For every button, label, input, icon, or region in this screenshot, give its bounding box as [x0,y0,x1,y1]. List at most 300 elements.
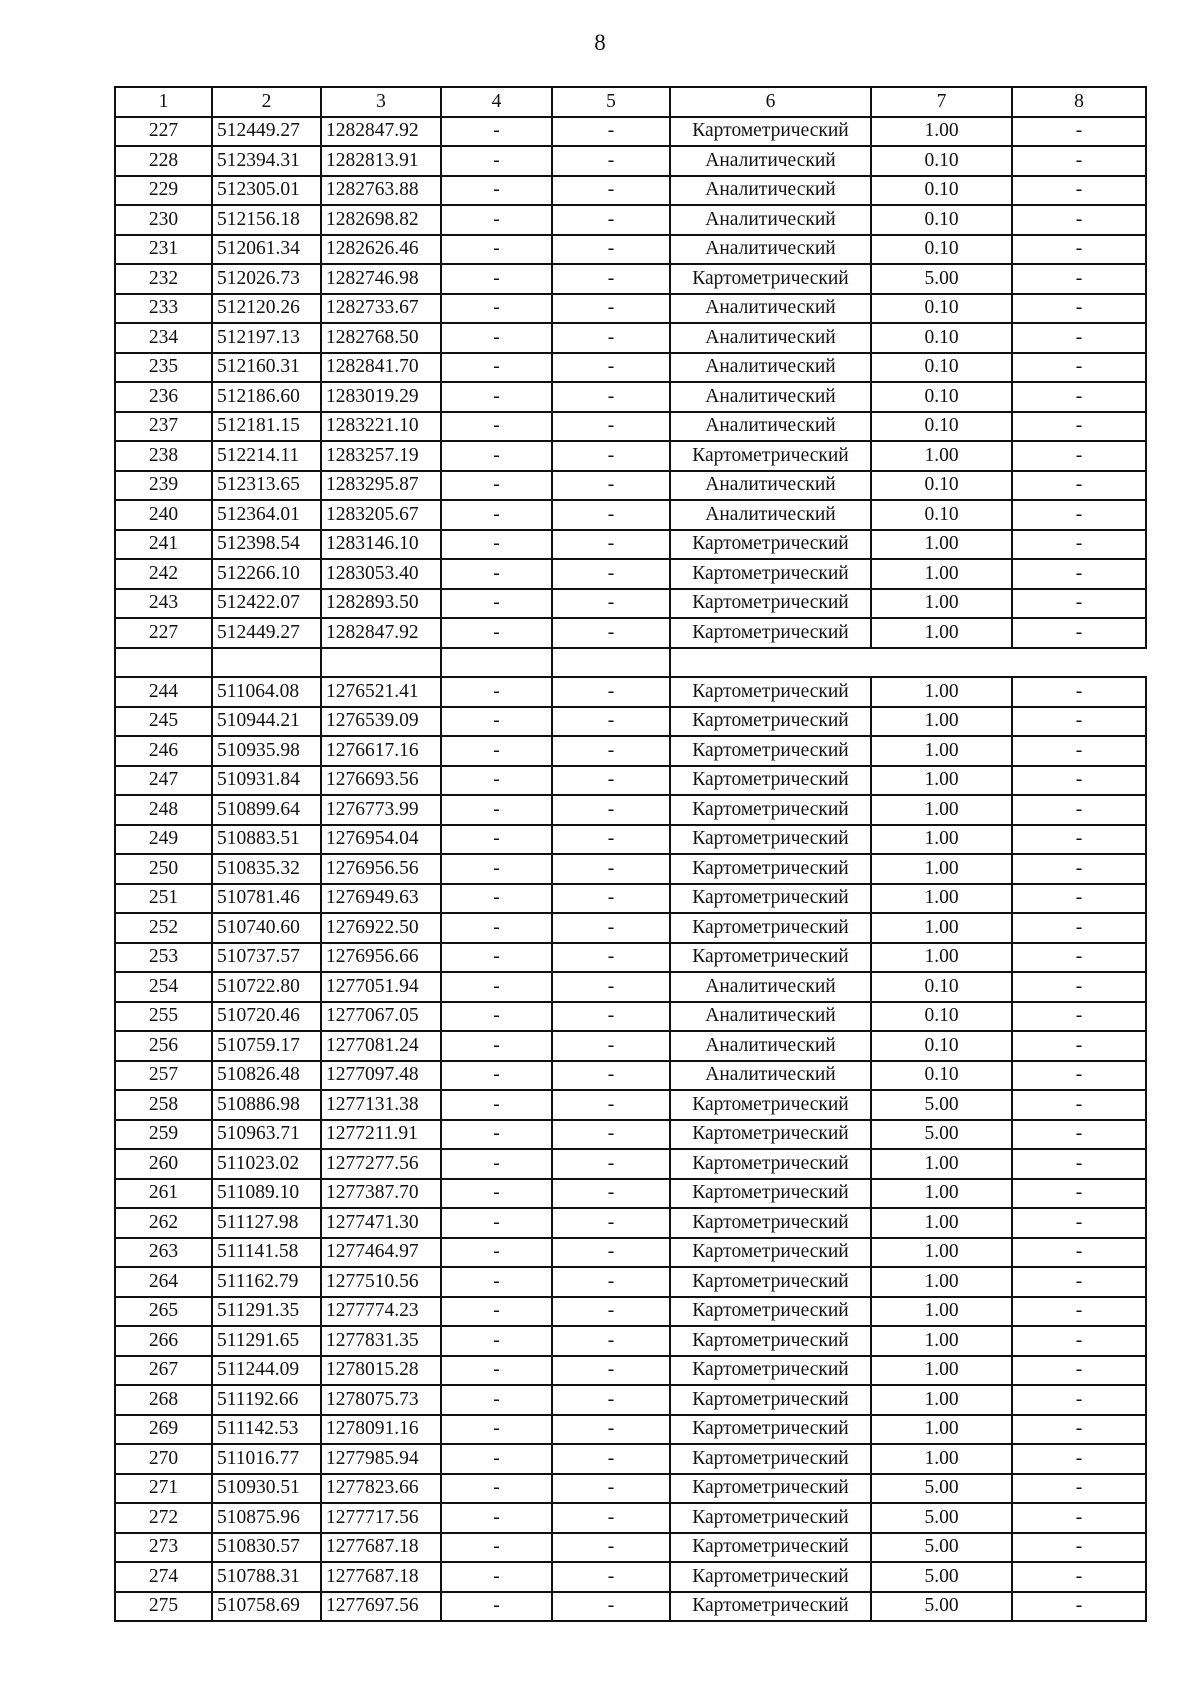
table-row [115,117,1146,147]
empty-cell [552,648,670,678]
cell-col-2: 510931.84 [212,766,321,796]
cell-col-5: - [552,471,670,501]
cell-col-2: 510737.57 [212,943,321,973]
cell-col-8: 8 [1012,87,1146,117]
cell-col-2: 510759.17 [212,1031,321,1061]
table-row [115,913,1146,943]
cell-col-1: 262 [115,1208,212,1238]
cell-col-7: 0.10 [871,235,1012,265]
cell-col-3: 1277697.56 [321,1592,441,1622]
cell-col-4: - [441,323,552,353]
cell-col-1: 259 [115,1120,212,1150]
empty-cell [321,648,441,678]
cell-col-6: Картометрический [670,854,871,884]
cell-col-4: - [441,1444,552,1474]
table-row [115,1031,1146,1061]
cell-col-4: - [441,1120,552,1150]
cell-col-7: 1.00 [871,1208,1012,1238]
cell-col-2: 512186.60 [212,382,321,412]
cell-col-5: - [552,1208,670,1238]
cell-col-3: 1277823.66 [321,1474,441,1504]
cell-col-1: 252 [115,913,212,943]
table-row [115,1090,1146,1120]
cell-col-7: 0.10 [871,353,1012,383]
cell-col-1: 240 [115,500,212,530]
cell-col-7: 1.00 [871,618,1012,648]
table-row [115,1267,1146,1297]
cell-col-4: - [441,1474,552,1504]
cell-col-5: - [552,707,670,737]
cell-col-1: 242 [115,559,212,589]
cell-col-7: 7 [871,87,1012,117]
cell-col-1: 271 [115,1474,212,1504]
cell-col-6: Аналитический [670,412,871,442]
cell-col-1: 245 [115,707,212,737]
cell-col-7: 5.00 [871,1090,1012,1120]
cell-col-4: - [441,500,552,530]
cell-col-5: - [552,1562,670,1592]
cell-col-7: 1.00 [871,736,1012,766]
cell-col-5: - [552,1031,670,1061]
cell-col-8: - [1012,1385,1146,1415]
cell-col-4: - [441,1031,552,1061]
cell-col-3: 1277131.38 [321,1090,441,1120]
cell-col-1: 254 [115,972,212,1002]
cell-col-5: - [552,235,670,265]
cell-col-7: 5.00 [871,264,1012,294]
cell-col-6: Картометрический [670,1297,871,1327]
cell-col-4: - [441,1356,552,1386]
table-row [115,176,1146,206]
cell-col-2: 510781.46 [212,884,321,914]
cell-col-8: - [1012,1120,1146,1150]
cell-col-6: Картометрический [670,441,871,471]
table-row [115,1444,1146,1474]
cell-col-6: Картометрический [670,707,871,737]
cell-col-8: - [1012,353,1146,383]
cell-col-8: - [1012,1503,1146,1533]
cell-col-4: - [441,1061,552,1091]
cell-col-1: 270 [115,1444,212,1474]
cell-col-3: 1277687.18 [321,1533,441,1563]
cell-col-6: Аналитический [670,500,871,530]
cell-col-2: 511089.10 [212,1179,321,1209]
cell-col-3: 1282768.50 [321,323,441,353]
cell-col-1: 246 [115,736,212,766]
cell-col-3: 1282626.46 [321,235,441,265]
cell-col-3: 1283257.19 [321,441,441,471]
cell-col-5: - [552,294,670,324]
cell-col-8: - [1012,1326,1146,1356]
cell-col-3: 1278091.16 [321,1415,441,1445]
cell-col-3: 1283205.67 [321,500,441,530]
cell-col-4: - [441,1503,552,1533]
cell-col-4: - [441,943,552,973]
cell-col-4: - [441,618,552,648]
table-spacer-row [115,648,1146,678]
cell-col-6: Картометрический [670,1267,871,1297]
cell-col-4: - [441,736,552,766]
cell-col-2: 512422.07 [212,589,321,619]
cell-col-6: Аналитический [670,353,871,383]
table-row [115,412,1146,442]
cell-col-5: - [552,1385,670,1415]
cell-col-3: 1277277.56 [321,1149,441,1179]
cell-col-1: 261 [115,1179,212,1209]
cell-col-4: - [441,353,552,383]
cell-col-2: 510886.98 [212,1090,321,1120]
cell-col-6: Аналитический [670,323,871,353]
cell-col-4: - [441,1385,552,1415]
cell-col-5: - [552,1474,670,1504]
cell-col-7: 0.10 [871,1002,1012,1032]
cell-col-7: 1.00 [871,943,1012,973]
cell-col-7: 1.00 [871,1415,1012,1445]
cell-col-6: Картометрический [670,559,871,589]
cell-col-4: - [441,1267,552,1297]
cell-col-6: Картометрический [670,1356,871,1386]
cell-col-5: - [552,382,670,412]
table-row [115,1503,1146,1533]
cell-col-3: 1277211.91 [321,1120,441,1150]
cell-col-7: 1.00 [871,825,1012,855]
cell-col-4: - [441,117,552,147]
cell-col-1: 267 [115,1356,212,1386]
cell-col-5: - [552,117,670,147]
cell-col-8: - [1012,530,1146,560]
cell-col-1: 249 [115,825,212,855]
cell-col-3: 1277687.18 [321,1562,441,1592]
cell-col-8: - [1012,766,1146,796]
cell-col-4: - [441,559,552,589]
cell-col-5: - [552,176,670,206]
table-row [115,854,1146,884]
cell-col-2: 512160.31 [212,353,321,383]
cell-col-8: - [1012,589,1146,619]
cell-col-4: - [441,264,552,294]
cell-col-5: - [552,264,670,294]
cell-col-4: - [441,176,552,206]
cell-col-8: - [1012,1090,1146,1120]
cell-col-2: 511192.66 [212,1385,321,1415]
cell-col-5: - [552,530,670,560]
cell-col-6: Картометрический [670,1562,871,1592]
cell-col-8: - [1012,1592,1146,1622]
cell-col-1: 229 [115,176,212,206]
cell-col-4: - [441,1149,552,1179]
cell-col-5: - [552,913,670,943]
cell-col-8: - [1012,825,1146,855]
empty-cell [212,648,321,678]
table-row [115,323,1146,353]
cell-col-3: 1277081.24 [321,1031,441,1061]
cell-col-2: 512364.01 [212,500,321,530]
cell-col-3: 1276922.50 [321,913,441,943]
cell-col-3: 1277510.56 [321,1267,441,1297]
cell-col-6: Картометрический [670,1120,871,1150]
cell-col-7: 1.00 [871,1238,1012,1268]
cell-col-3: 1277985.94 [321,1444,441,1474]
cell-col-2: 510935.98 [212,736,321,766]
cell-col-5: - [552,943,670,973]
cell-col-3: 1277831.35 [321,1326,441,1356]
cell-col-4: - [441,1179,552,1209]
cell-col-1: 232 [115,264,212,294]
cell-col-2: 510883.51 [212,825,321,855]
cell-col-4: - [441,1090,552,1120]
cell-col-6: Аналитический [670,235,871,265]
cell-col-4: 4 [441,87,552,117]
cell-col-8: - [1012,294,1146,324]
cell-col-8: - [1012,146,1146,176]
cell-col-3: 1277717.56 [321,1503,441,1533]
cell-col-3: 1283221.10 [321,412,441,442]
cell-col-6: 6 [670,87,871,117]
table-row [115,146,1146,176]
table-row [115,441,1146,471]
cell-col-5: - [552,1356,670,1386]
cell-col-8: - [1012,677,1146,707]
cell-col-1: 268 [115,1385,212,1415]
table-row [115,884,1146,914]
cell-col-2: 510788.31 [212,1562,321,1592]
cell-col-4: - [441,205,552,235]
cell-col-7: 0.10 [871,323,1012,353]
cell-col-5: - [552,1267,670,1297]
cell-col-3: 1282841.70 [321,353,441,383]
cell-col-3: 1278015.28 [321,1356,441,1386]
cell-col-3: 1276956.66 [321,943,441,973]
cell-col-5: 5 [552,87,670,117]
cell-col-3: 1278075.73 [321,1385,441,1415]
cell-col-8: - [1012,1002,1146,1032]
cell-col-1: 264 [115,1267,212,1297]
cell-col-7: 0.10 [871,294,1012,324]
cell-col-7: 0.10 [871,500,1012,530]
cell-col-8: - [1012,235,1146,265]
cell-col-6: Картометрический [670,1238,871,1268]
cell-col-4: - [441,1238,552,1268]
cell-col-4: - [441,913,552,943]
table-row [115,707,1146,737]
cell-col-4: - [441,530,552,560]
cell-col-6: Картометрический [670,884,871,914]
cell-col-7: 1.00 [871,766,1012,796]
cell-col-6: Аналитический [670,1061,871,1091]
cell-col-3: 1276949.63 [321,884,441,914]
cell-col-1: 253 [115,943,212,973]
cell-col-8: - [1012,559,1146,589]
cell-col-3: 1283019.29 [321,382,441,412]
cell-col-1: 228 [115,146,212,176]
cell-col-3: 1276617.16 [321,736,441,766]
cell-col-2: 510835.32 [212,854,321,884]
cell-col-6: Картометрический [670,943,871,973]
table-row [115,1297,1146,1327]
table-row [115,235,1146,265]
cell-col-1: 1 [115,87,212,117]
table-row [115,353,1146,383]
table-row [115,618,1146,648]
cell-col-2: 512214.11 [212,441,321,471]
cell-col-8: - [1012,412,1146,442]
cell-col-8: - [1012,264,1146,294]
cell-col-6: Картометрический [670,825,871,855]
cell-col-7: 1.00 [871,559,1012,589]
cell-col-6: Картометрический [670,1474,871,1504]
cell-col-7: 1.00 [871,1385,1012,1415]
cell-col-3: 1282847.92 [321,618,441,648]
cell-col-2: 512061.34 [212,235,321,265]
cell-col-6: Картометрический [670,264,871,294]
cell-col-2: 510963.71 [212,1120,321,1150]
cell-col-5: - [552,677,670,707]
cell-col-4: - [441,1002,552,1032]
cell-col-2: 510875.96 [212,1503,321,1533]
cell-col-6: Картометрический [670,766,871,796]
cell-col-2: 511291.65 [212,1326,321,1356]
table-row [115,264,1146,294]
cell-col-4: - [441,441,552,471]
cell-col-8: - [1012,117,1146,147]
table-row [115,1385,1146,1415]
cell-col-1: 260 [115,1149,212,1179]
cell-col-3: 1282813.91 [321,146,441,176]
cell-col-1: 250 [115,854,212,884]
cell-col-6: Аналитический [670,972,871,1002]
cell-col-1: 275 [115,1592,212,1622]
cell-col-7: 1.00 [871,707,1012,737]
cell-col-5: - [552,441,670,471]
cell-col-2: 510899.64 [212,795,321,825]
table-row [115,677,1146,707]
cell-col-2: 510826.48 [212,1061,321,1091]
cell-col-8: - [1012,1179,1146,1209]
cell-col-8: - [1012,618,1146,648]
cell-col-6: Картометрический [670,913,871,943]
cell-col-2: 511142.53 [212,1415,321,1445]
cell-col-5: - [552,1326,670,1356]
cell-col-8: - [1012,1149,1146,1179]
cell-col-6: Картометрический [670,589,871,619]
cell-col-4: - [441,1415,552,1445]
cell-col-2: 512449.27 [212,618,321,648]
cell-col-1: 230 [115,205,212,235]
cell-col-2: 511016.77 [212,1444,321,1474]
cell-col-6: Картометрический [670,1208,871,1238]
cell-col-5: - [552,412,670,442]
cell-col-8: - [1012,1208,1146,1238]
cell-col-2: 511141.58 [212,1238,321,1268]
cell-col-8: - [1012,205,1146,235]
cell-col-3: 1276773.99 [321,795,441,825]
cell-col-7: 0.10 [871,412,1012,442]
cell-col-1: 274 [115,1562,212,1592]
cell-col-8: - [1012,1356,1146,1386]
cell-col-2: 510944.21 [212,707,321,737]
cell-col-3: 1277387.70 [321,1179,441,1209]
cell-col-6: Картометрический [670,795,871,825]
table-row [115,500,1146,530]
cell-col-8: - [1012,736,1146,766]
cell-col-7: 5.00 [871,1503,1012,1533]
cell-col-8: - [1012,323,1146,353]
cell-col-4: - [441,1326,552,1356]
cell-col-3: 1282733.67 [321,294,441,324]
cell-col-6: Аналитический [670,1031,871,1061]
cell-col-7: 1.00 [871,1149,1012,1179]
cell-col-5: - [552,1179,670,1209]
cell-col-5: - [552,205,670,235]
cell-col-5: - [552,1149,670,1179]
cell-col-8: - [1012,382,1146,412]
cell-col-5: - [552,1061,670,1091]
cell-col-2: 510930.51 [212,1474,321,1504]
cell-col-5: - [552,884,670,914]
cell-col-2: 511064.08 [212,677,321,707]
cell-col-1: 255 [115,1002,212,1032]
cell-col-1: 233 [115,294,212,324]
cell-col-7: 0.10 [871,1061,1012,1091]
table-row [115,1238,1146,1268]
cell-col-1: 269 [115,1415,212,1445]
cell-col-1: 238 [115,441,212,471]
cell-col-4: - [441,1562,552,1592]
table-row [115,1592,1146,1622]
cell-col-7: 1.00 [871,1356,1012,1386]
cell-col-2: 510722.80 [212,972,321,1002]
cell-col-2: 511291.35 [212,1297,321,1327]
table-row [115,1120,1146,1150]
cell-col-7: 0.10 [871,146,1012,176]
cell-col-7: 1.00 [871,589,1012,619]
cell-col-7: 1.00 [871,117,1012,147]
table-row [115,1061,1146,1091]
page-number: 8 [594,30,606,55]
cell-col-7: 1.00 [871,913,1012,943]
cell-col-5: - [552,146,670,176]
table-row [115,1002,1146,1032]
cell-col-1: 258 [115,1090,212,1120]
cell-col-1: 236 [115,382,212,412]
cell-col-1: 234 [115,323,212,353]
table-row [115,471,1146,501]
cell-col-6: Аналитический [670,176,871,206]
cell-col-4: - [441,1208,552,1238]
cell-col-5: - [552,1090,670,1120]
cell-col-3: 1276521.41 [321,677,441,707]
table-header-row [115,87,1146,117]
cell-col-3: 1277067.05 [321,1002,441,1032]
cell-col-8: - [1012,471,1146,501]
cell-col-6: Картометрический [670,1592,871,1622]
cell-col-6: Картометрический [670,1444,871,1474]
cell-col-8: - [1012,1562,1146,1592]
table-row [115,972,1146,1002]
cell-col-3: 1282746.98 [321,264,441,294]
cell-col-5: - [552,972,670,1002]
cell-col-6: Картометрический [670,1415,871,1445]
cell-col-8: - [1012,500,1146,530]
cell-col-8: - [1012,913,1146,943]
cell-col-5: - [552,500,670,530]
cell-col-4: - [441,825,552,855]
cell-col-2: 512197.13 [212,323,321,353]
cell-col-3: 1276693.56 [321,766,441,796]
coordinates-table [114,86,1147,1622]
cell-col-8: - [1012,176,1146,206]
cell-col-4: - [441,677,552,707]
